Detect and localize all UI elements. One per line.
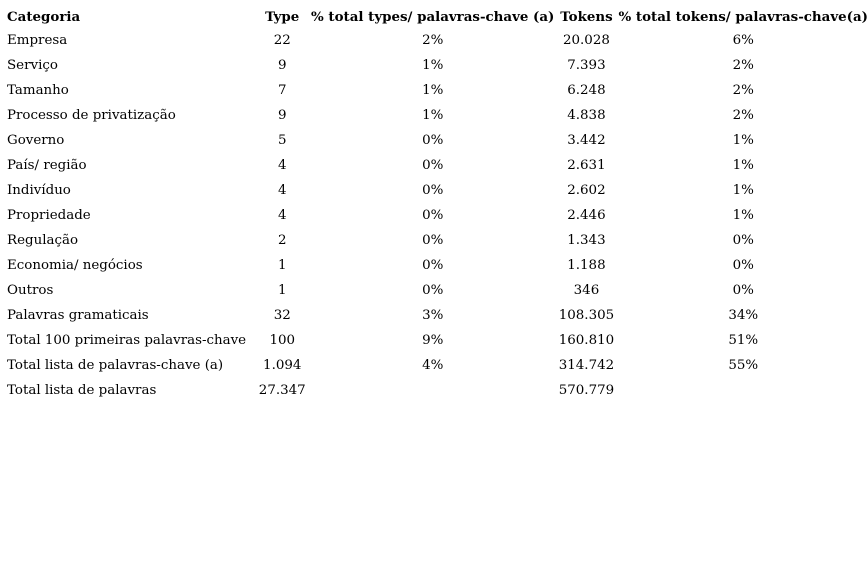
- cell-pct-types: 4%: [422, 358, 444, 373]
- cell-pct-tokens: 55%: [728, 358, 759, 373]
- cell-categoria: Tamanho: [7, 83, 69, 98]
- cell-tokens: 314.742: [558, 358, 615, 373]
- cell-type: 1: [277, 258, 287, 273]
- cell-tokens: 6.248: [567, 83, 606, 98]
- cell-pct-tokens: 1%: [732, 208, 754, 223]
- cell-categoria: Total 100 primeiras palavras-chave: [7, 333, 247, 348]
- cell-pct-types: 0%: [422, 258, 444, 273]
- cell-categoria: Empresa: [7, 33, 68, 48]
- table-row: [7, 378, 868, 403]
- table-row: [7, 303, 868, 328]
- cell-tokens: 4.838: [567, 108, 606, 123]
- cell-pct-types: 0%: [422, 283, 444, 298]
- cell-tokens: 2.631: [567, 158, 606, 173]
- cell-type: 9: [277, 58, 287, 73]
- cell-pct-tokens: 1%: [732, 183, 754, 198]
- cell-pct-tokens: 2%: [732, 58, 754, 73]
- cell-categoria: Economia/ negócios: [7, 258, 143, 273]
- cell-type: 100: [269, 333, 295, 348]
- cell-pct-tokens: 2%: [732, 83, 754, 98]
- cell-type: 2: [277, 233, 287, 248]
- cell-categoria: Total lista de palavras: [7, 383, 157, 398]
- header-pct-tokens: % total tokens/ palavras-chave(a): [618, 9, 868, 25]
- cell-categoria: Governo: [7, 133, 65, 148]
- cell-tokens: 160.810: [558, 333, 615, 348]
- cell-pct-tokens: 0%: [732, 283, 754, 298]
- cell-pct-types: 0%: [422, 158, 444, 173]
- table-body: [7, 28, 868, 403]
- cell-pct-types: 0%: [422, 233, 444, 248]
- cell-pct-types: 2%: [422, 33, 444, 48]
- cell-categoria: Processo de privatização: [7, 108, 176, 123]
- cell-type: 7: [277, 83, 287, 98]
- cell-pct-tokens: 0%: [732, 233, 754, 248]
- cell-tokens: 570.779: [558, 383, 615, 398]
- table-row: [7, 328, 868, 353]
- cell-categoria: Total lista de palavras-chave (a): [7, 358, 224, 373]
- table-row: [7, 153, 868, 178]
- cell-tokens: 1.188: [567, 258, 606, 273]
- cell-pct-tokens: 1%: [732, 133, 754, 148]
- table-row: [7, 128, 868, 153]
- table-row: [7, 78, 868, 103]
- table-row: [7, 178, 868, 203]
- table-row: [7, 278, 868, 303]
- cell-pct-tokens: 6%: [732, 33, 754, 48]
- cell-type: 5: [277, 133, 287, 148]
- table-header-row: [7, 6, 868, 28]
- keyword-category-table-container: [7, 6, 868, 403]
- cell-tokens: 3.442: [567, 133, 606, 148]
- header-type: Type: [265, 9, 300, 25]
- header-pct-types: % total types/ palavras-chave (a): [311, 9, 555, 25]
- cell-pct-tokens: 51%: [728, 333, 759, 348]
- cell-pct-tokens: [618, 378, 868, 403]
- cell-type: 4: [277, 158, 287, 173]
- cell-type: 27.347: [258, 383, 306, 398]
- table-row: [7, 253, 868, 278]
- header-categoria: Categoria: [7, 9, 81, 25]
- cell-pct-tokens: 2%: [732, 108, 754, 123]
- table-row: [7, 53, 868, 78]
- table-row: [7, 228, 868, 253]
- cell-type: 4: [277, 183, 287, 198]
- cell-pct-tokens: 0%: [732, 258, 754, 273]
- cell-pct-types: 1%: [422, 83, 444, 98]
- cell-pct-types: 1%: [422, 58, 444, 73]
- cell-type: 1.094: [263, 358, 302, 373]
- cell-type: 22: [273, 33, 291, 48]
- header-tokens: Tokens: [560, 9, 613, 25]
- cell-pct-types: [311, 378, 554, 403]
- cell-pct-types: 1%: [422, 108, 444, 123]
- cell-categoria: Outros: [7, 283, 54, 298]
- table-row: [7, 203, 868, 228]
- cell-tokens: 20.028: [563, 33, 610, 48]
- cell-pct-types: 0%: [422, 133, 444, 148]
- cell-categoria: Regulação: [7, 233, 79, 248]
- cell-categoria: Indivíduo: [7, 183, 71, 198]
- cell-categoria: Serviço: [7, 58, 58, 73]
- cell-pct-types: 3%: [422, 308, 444, 323]
- cell-pct-types: 9%: [422, 333, 444, 348]
- keyword-category-table: [7, 6, 868, 403]
- cell-pct-tokens: 34%: [728, 308, 759, 323]
- cell-type: 32: [273, 308, 291, 323]
- cell-tokens: 2.602: [567, 183, 606, 198]
- table-row: [7, 28, 868, 53]
- cell-categoria: Propriedade: [7, 208, 91, 223]
- cell-pct-tokens: 1%: [732, 158, 754, 173]
- cell-tokens: 7.393: [567, 58, 606, 73]
- cell-pct-types: 0%: [422, 183, 444, 198]
- cell-pct-types: 0%: [422, 208, 444, 223]
- table-row: [7, 103, 868, 128]
- cell-type: 4: [277, 208, 287, 223]
- cell-tokens: 346: [573, 283, 600, 298]
- table-row: [7, 353, 868, 378]
- cell-categoria: Palavras gramaticais: [7, 308, 149, 323]
- cell-tokens: 108.305: [558, 308, 615, 323]
- cell-tokens: 1.343: [567, 233, 606, 248]
- cell-tokens: 2.446: [567, 208, 606, 223]
- cell-type: 1: [277, 283, 287, 298]
- cell-type: 9: [277, 108, 287, 123]
- cell-categoria: País/ região: [7, 158, 87, 173]
